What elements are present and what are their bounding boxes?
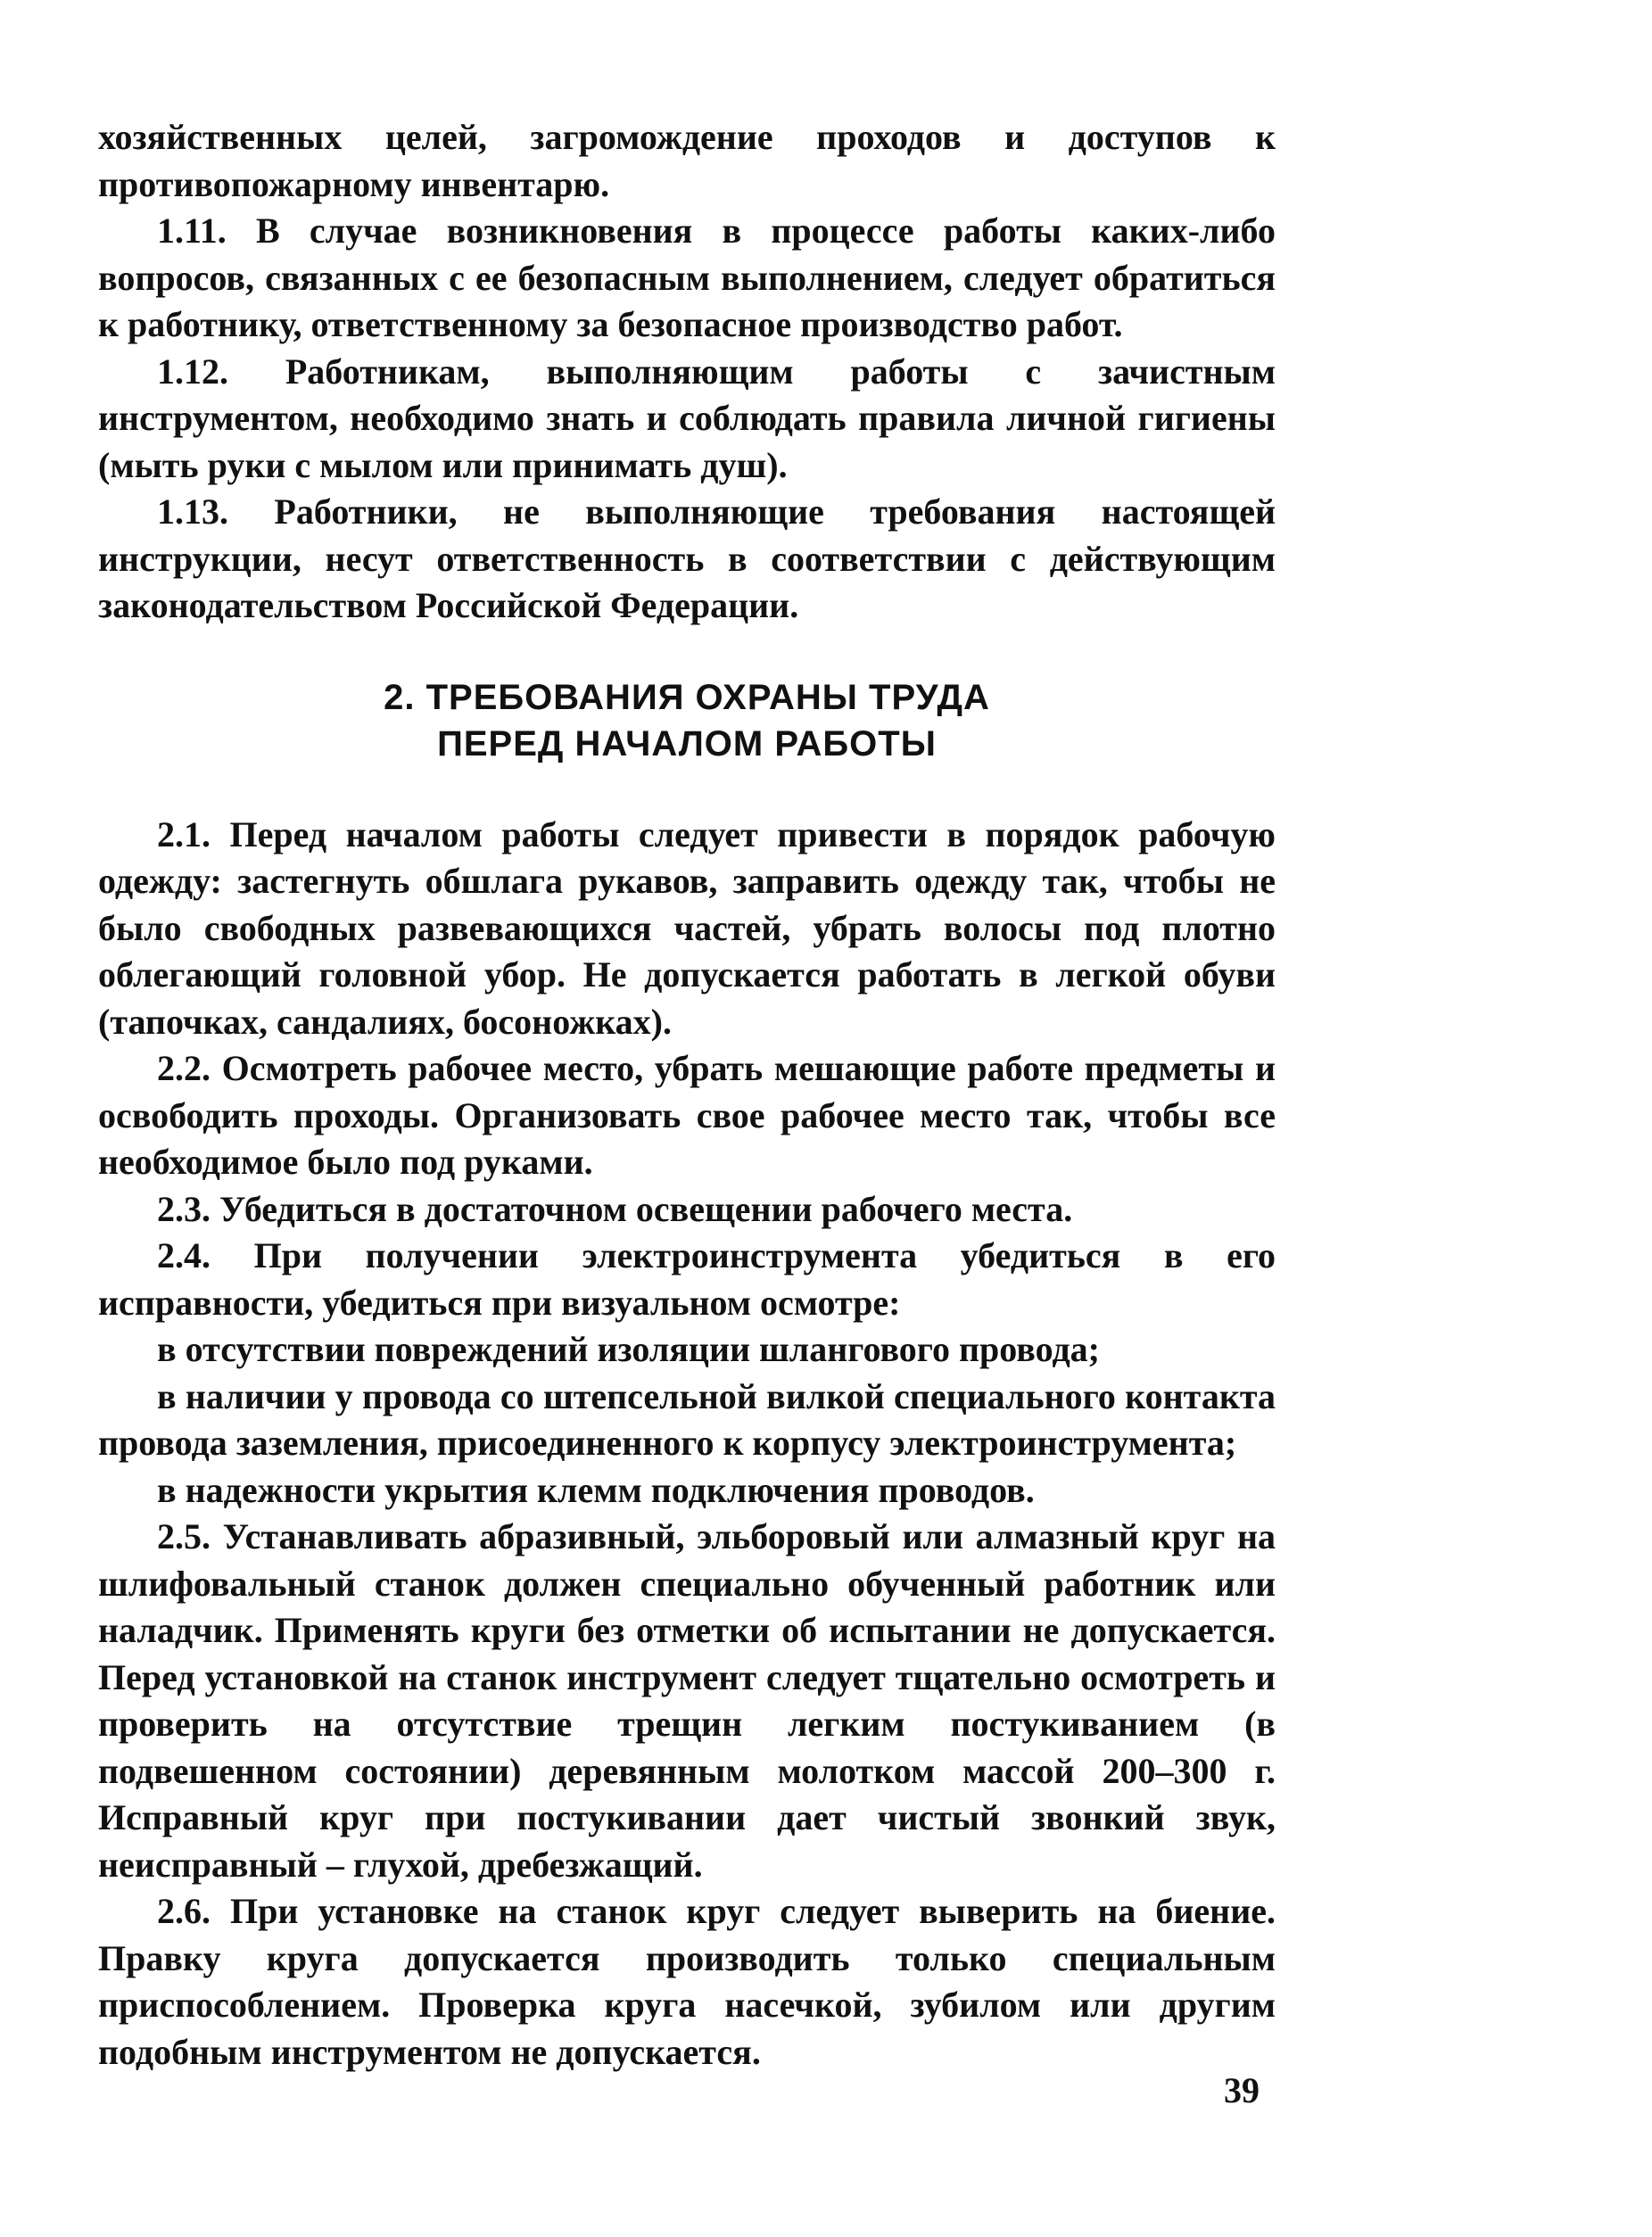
item-text: Перед началом работы следует привести в порядок рабочую одежду: застегнуть обшлага рукавов, заправить одежду так, чтобы не было свободных развевающихся частей, убрать волосы под плотно облегающий головной убор. Не допускается работать в легкой обуви (тапочках, сандалиях, босоножках). [98,813,1276,1042]
paragraph-2-4 [98,1233,1276,1326]
sub-item-2-4-a: в отсутствии повреждений изоляции шлангового провода; [157,1329,1100,1369]
item-text: Работникам, выполняющим работы с зачистным инструментом, необходимо знать и соблюдать правила личной гигиены (мыть руки с мылом или принимать душ). [98,351,1276,485]
item-number: 1.13. [157,491,228,532]
sub-item-2-4-c: в надежности укрытия клемм подключения проводов. [157,1469,1035,1510]
section-2-heading-line2: ПЕРЕД НАЧАЛОМ РАБОТЫ [437,723,937,764]
paragraph-2-5 [98,1514,1276,1888]
item-text: Осмотреть рабочее место, убрать мешающие работе предметы и освободить проходы. Организовать свое рабочее место так, чтобы все необходимое было под руками. [98,1048,1276,1182]
item-text: Убедиться в достаточном освещении рабочего места. [219,1188,1073,1229]
document-page [98,114,1276,2076]
sub-item-2-4-b: в наличии у провода со штепсельной вилкой специального контакта провода заземления, присоединенного к корпусу электроинструмента; [98,1375,1276,1463]
item-number: 2.6. [157,1891,211,1931]
item-number: 2.4. [157,1235,211,1275]
item-text: В случае возникновения в процессе работы каких-либо вопросов, связанных с ее безопасным выполнением, следует обратиться к работнику, ответственному за безопасное производство работ. [98,210,1276,344]
section-2-heading [98,674,1276,767]
page-number: 39 [1224,2070,1260,2110]
item-number: 2.5. [157,1516,211,1556]
continuation-paragraph: хозяйственных целей, загромождение проходов и доступов к противопожарному инвентарю. [98,117,1276,204]
item-text: Работники, не выполняющие требования настоящей инструкции, несут ответственность в соответствии с действующим законодательством Российской Федерации. [98,491,1276,625]
paragraph-1-11 [98,208,1276,349]
item-number: 2.1. [157,813,211,854]
item-text: Устанавливать абразивный, эльборовый или алмазный круг на шлифовальный станок должен специально обученный работник или наладчик. Применять круги без отметки об испытании не допускается. Перед установкой на станок инструмент следует тщательно осмотреть и проверить на отсутствие трещин легким постукиванием (в подвешенном состоянии) деревянным молотком массой 200–300 г. Исправный круг при постукивании дает чистый звонкий звук, неисправный – глухой, дребезжащий. [98,1516,1276,1885]
paragraph-2-1 [98,812,1276,1046]
item-text: При получении электроинструмента убедиться в его исправности, убедиться при визуальном осмотре: [98,1235,1276,1323]
item-text: При установке на станок круг следует выверить на биение. Правку круга допускается производить только специальным приспособлением. Проверка круга насечкой, зубилом или другим подобным инструментом не допускается. [98,1891,1276,2072]
item-number: 1.11. [157,210,227,251]
paragraph-1-12 [98,349,1276,490]
paragraph-2-3 [98,1186,1276,1234]
section-2-heading-line1: 2. ТРЕБОВАНИЯ ОХРАНЫ ТРУДА [384,677,990,717]
item-number: 1.12. [157,351,228,392]
item-number: 2.3. [157,1188,211,1229]
paragraph-1-13 [98,489,1276,630]
paragraph-2-2 [98,1045,1276,1186]
item-number: 2.2. [157,1048,211,1088]
paragraph-2-6 [98,1888,1276,2076]
